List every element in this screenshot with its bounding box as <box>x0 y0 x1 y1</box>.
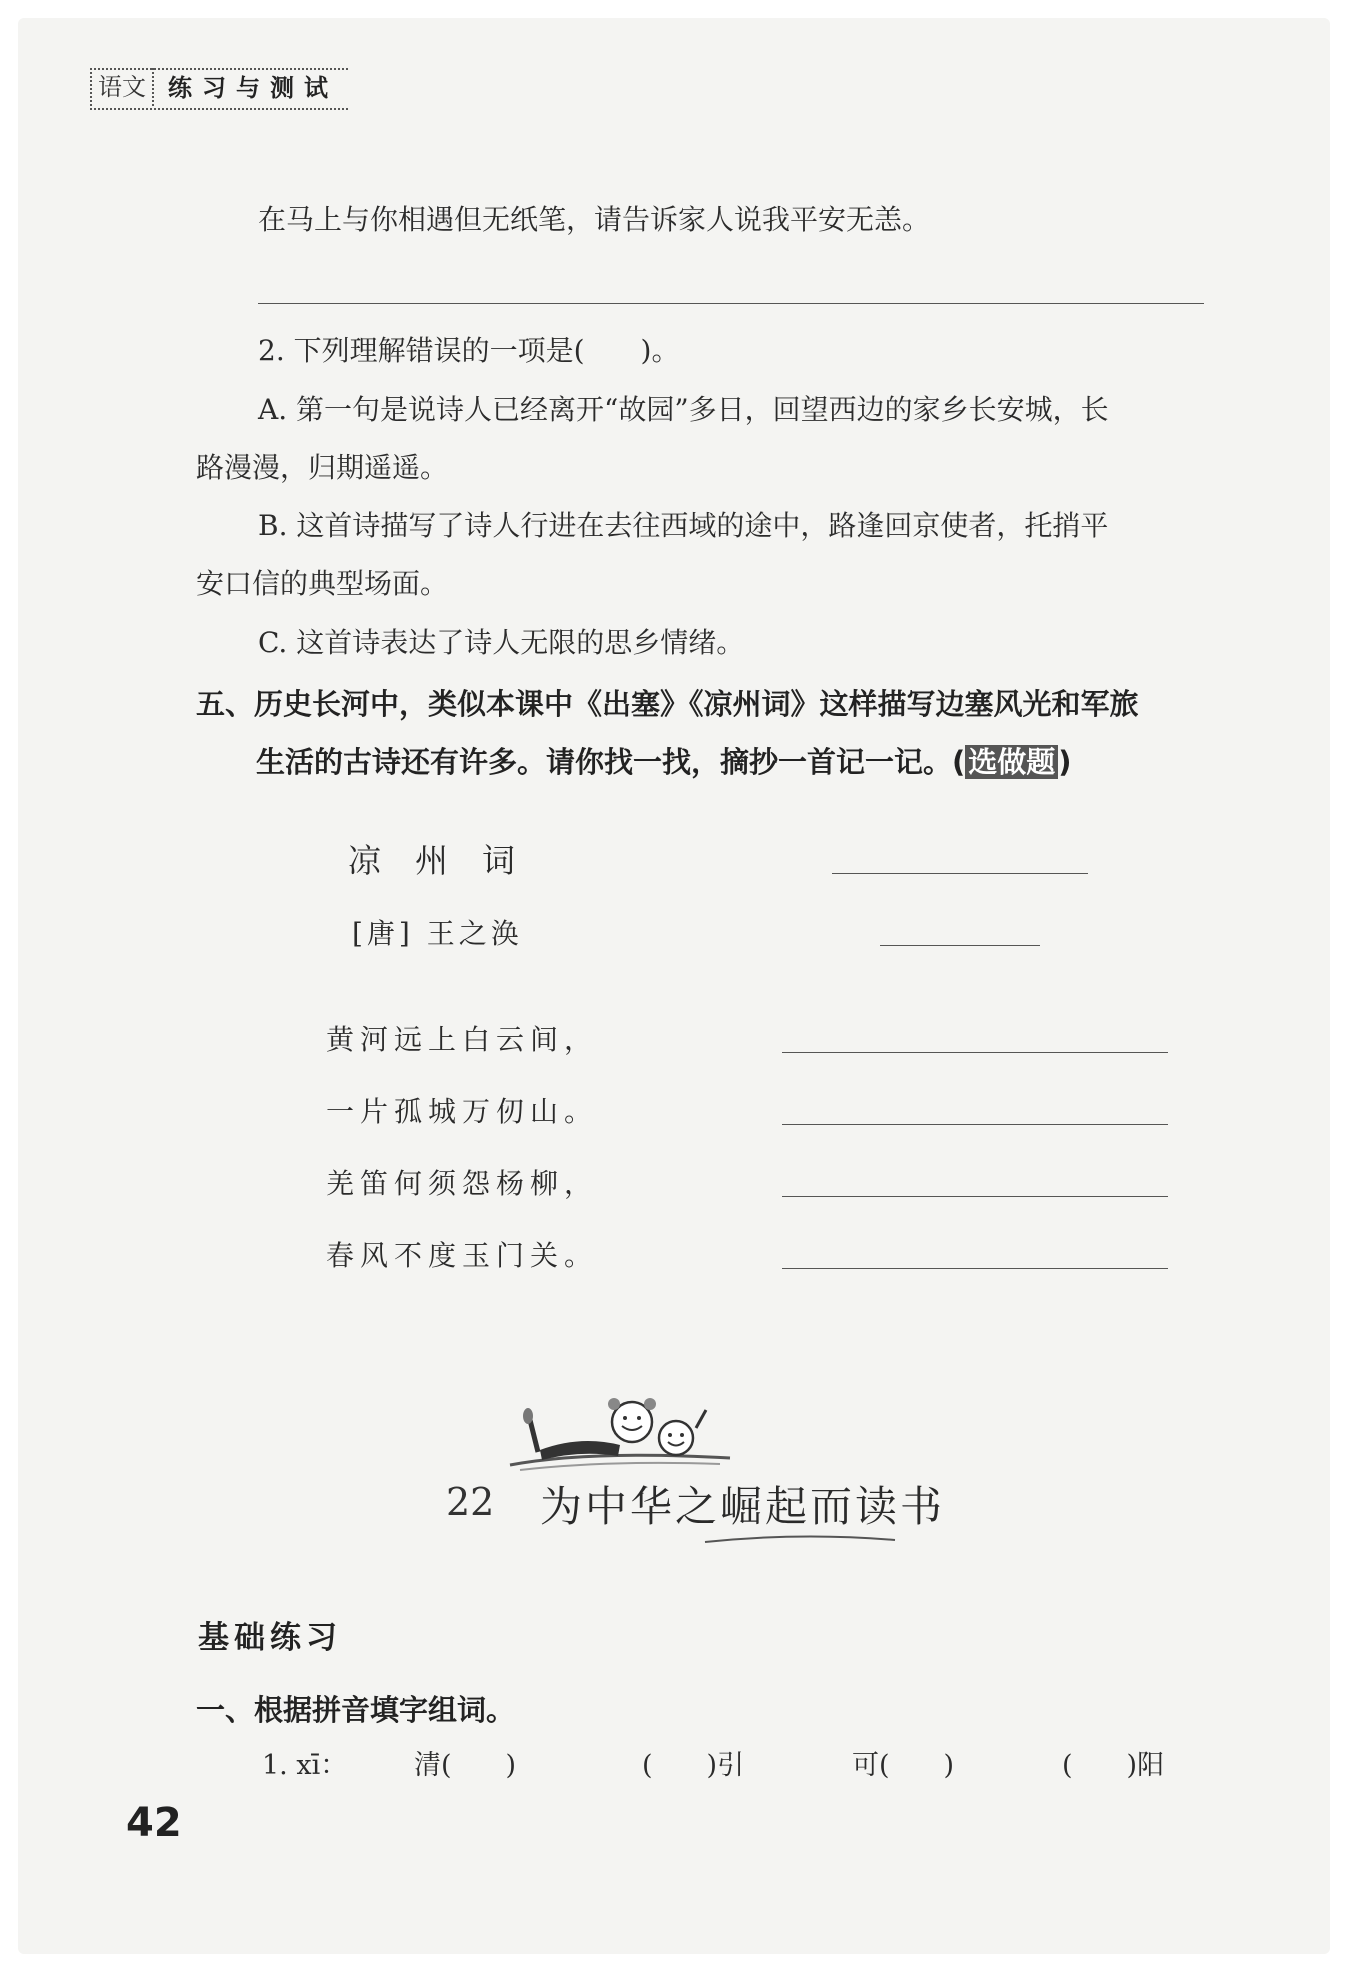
poem-copy-line-1[interactable] <box>782 1052 1168 1053</box>
poem-line-4: 春风不度玉门关。 <box>326 1239 599 1272</box>
section-basic-practice: 基础练习 <box>198 1620 342 1656</box>
poem-author-copy-line[interactable] <box>880 945 1040 946</box>
poem-copy-line-4[interactable] <box>782 1268 1168 1269</box>
fill-blank-4[interactable]: ( )阳 <box>1062 1750 1165 1781</box>
basic-q1-title: 一、根据拼音填字组词。 <box>196 1693 516 1727</box>
answer-line[interactable] <box>258 303 1204 304</box>
title-underline-swoosh <box>700 1530 900 1550</box>
section5-line1: 五、历史长河中，类似本课中《出塞》《凉州词》这样描写边塞风光和军旅 <box>196 687 1139 721</box>
basic-q1-item-pinyin: 1. xī： <box>262 1750 348 1781</box>
poem-line-2: 一片孤城万仞山。 <box>326 1095 599 1128</box>
poem-author: [唐] 王之涣 <box>352 917 523 950</box>
lesson-title: 为中华之崛起而读书 <box>540 1482 946 1531</box>
poem-line-1: 黄河远上白云间， <box>326 1023 599 1056</box>
fill-blank-1[interactable]: 清( ) <box>414 1750 517 1781</box>
header-subject: 语文 <box>90 68 154 106</box>
poem-copy-line-3[interactable] <box>782 1196 1168 1197</box>
poem-title-copy-line[interactable] <box>832 873 1088 874</box>
optional-tag: 选做题 <box>965 745 1058 779</box>
q2-option-b-line2: 安口信的典型场面。 <box>196 567 449 600</box>
fill-blank-2[interactable]: ( )引 <box>642 1750 745 1781</box>
q2-option-b-line1: B. 这首诗描写了诗人行进在去往西域的途中，路逢回京使者，托捎平 <box>258 509 1109 542</box>
q2-option-c: C. 这首诗表达了诗人无限的思乡情绪。 <box>258 626 745 659</box>
q2-option-a-line2: 路漫漫，归期遥遥。 <box>196 451 449 484</box>
poem-copy-line-2[interactable] <box>782 1124 1168 1125</box>
page-background <box>18 18 1330 1954</box>
children-reading-illustration <box>500 1380 740 1480</box>
q1-answer-text: 在马上与你相遇但无纸笔，请告诉家人说我平安无恙。 <box>258 203 931 236</box>
fill-blank-3[interactable]: 可( ) <box>852 1750 955 1781</box>
page-number: 42 <box>126 1800 182 1846</box>
lesson-number: 22 <box>446 1480 495 1524</box>
q2-option-a-line1: A. 第一句是说诗人已经离开“故园”多日，回望西边的家乡长安城，长 <box>258 393 1109 426</box>
header-book-title: 练习与测试 <box>168 74 338 102</box>
q2-stem: 2. 下列理解错误的一项是( )。 <box>258 334 680 367</box>
poem-title: 凉州词 <box>348 841 549 880</box>
poem-line-3: 羌笛何须怨杨柳， <box>326 1167 599 1200</box>
section5-line2: 生活的古诗还有许多。请你找一找，摘抄一首记一记。( 选做题 ) <box>256 745 1072 779</box>
